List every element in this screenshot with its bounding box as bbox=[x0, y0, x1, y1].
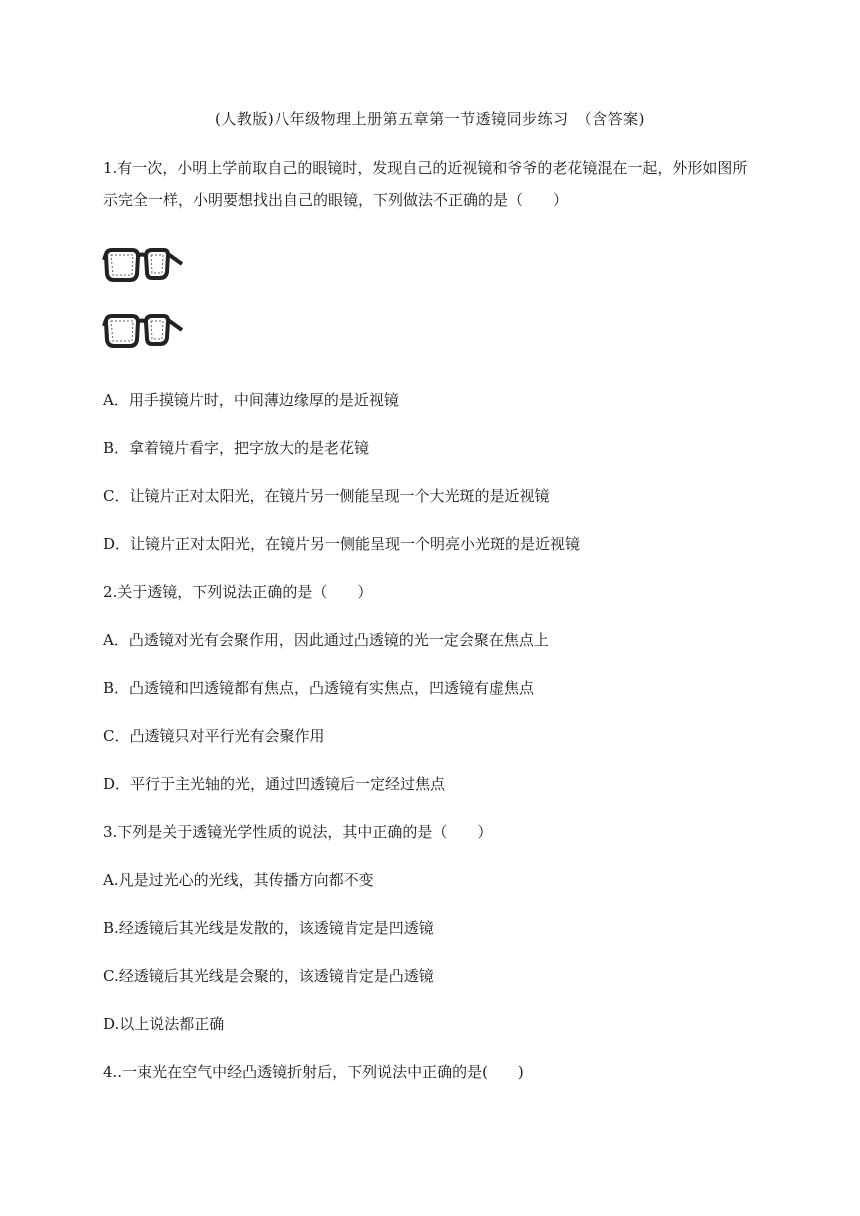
question-3-option-d: D.以上说法都正确 bbox=[103, 1015, 225, 1033]
question-1-option-a: A．用手摸镜片时，中间薄边缘厚的是近视镜 bbox=[103, 391, 399, 409]
glasses-icon bbox=[102, 240, 184, 290]
question-3-option-b: B.经透镜后其光线是发散的，该透镜肯定是凹透镜 bbox=[103, 919, 434, 937]
question-1-option-d: D．让镜片正对太阳光，在镜片另一侧能呈现一个明亮小光斑的是近视镜 bbox=[103, 535, 581, 553]
question-1-option-c: C．让镜片正对太阳光，在镜片另一侧能呈现一个大光斑的是近视镜 bbox=[103, 487, 550, 505]
question-4-stem: 4..一束光在空气中经凸透镜折射后，下列说法中正确的是( ) bbox=[103, 1063, 524, 1081]
question-1-stem-line-2: 示完全一样，小明要想找出自己的眼镜，下列做法不正确的是（ ） bbox=[103, 191, 569, 209]
question-2-option-d: D．平行于主光轴的光，通过凹透镜后一定经过焦点 bbox=[103, 775, 446, 793]
question-1-option-b: B．拿着镜片看字，把字放大的是老花镜 bbox=[103, 439, 370, 457]
question-2-option-c: C．凸透镜只对平行光有会聚作用 bbox=[103, 727, 325, 745]
question-2-option-a: A．凸透镜对光有会聚作用，因此通过凸透镜的光一定会聚在焦点上 bbox=[103, 631, 549, 649]
question-3-option-a: A.凡是过光心的光线，其传播方向都不变 bbox=[103, 871, 374, 889]
question-2-option-b: B．凸透镜和凹透镜都有焦点，凸透镜有实焦点，凹透镜有虚焦点 bbox=[103, 679, 535, 697]
question-3-option-c: C.经透镜后其光线是会聚的，该透镜肯定是凸透镜 bbox=[103, 967, 434, 985]
document-title: (人教版)八年级物理上册第五章第一节透镜同步练习 （含答案) bbox=[214, 110, 646, 128]
question-1-stem-line-1: 1.有一次，小明上学前取自己的眼镜时，发现自己的近视镜和爷爷的老花镜混在一起，外形如图所 bbox=[103, 159, 748, 177]
question-2-stem: 2.关于透镜，下列说法正确的是（ ） bbox=[103, 583, 373, 601]
glasses-icon bbox=[102, 306, 184, 356]
question-3-stem: 3.下列是关于透镜光学性质的说法，其中正确的是（ ） bbox=[103, 823, 493, 841]
